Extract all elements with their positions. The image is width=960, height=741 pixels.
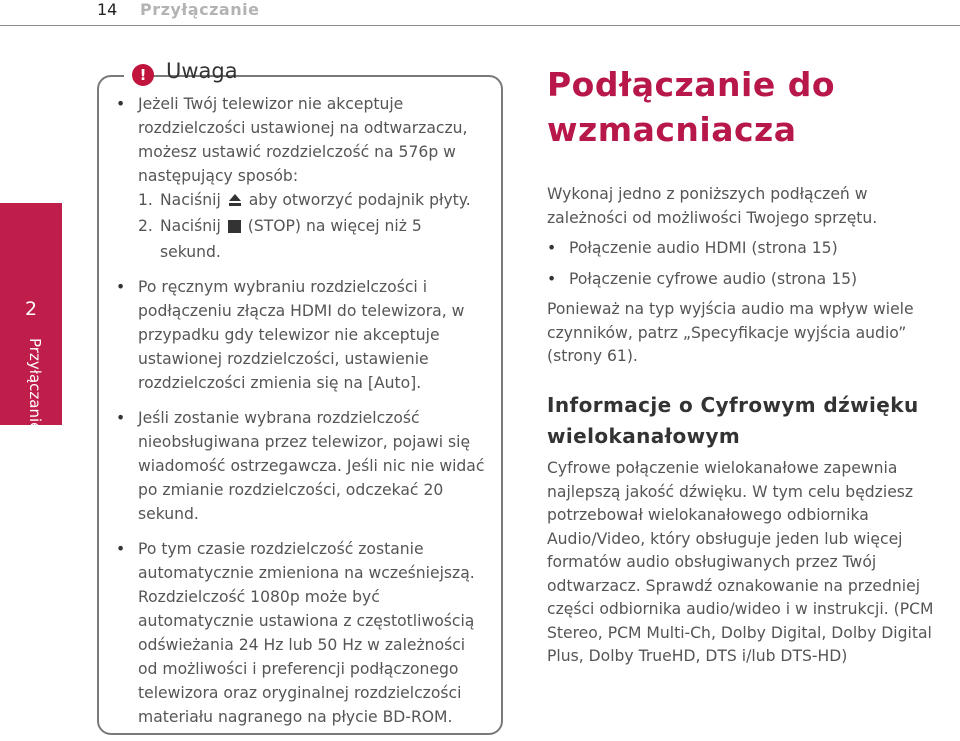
note-bullet-2: • Po ręcznym wybraniu rozdzielczości i podłączeniu złącza HDMI do telewizora, w przypadku gdy telewizor nie akceptuje ustawionej rozdzielczości, ustawienie rozdzielczości zmienia się na [Auto]. [116,275,486,395]
page-header [0,0,960,26]
step-text-pre: Naciśnij [160,191,221,209]
amplifier-heading: Podłączanie do wzmacniacza [547,65,835,149]
note-bullet-1: • Jeżeli Twój telewizor nie akceptuje rozdzielczości ustawionej na odtwarzaczu, możesz ustawić rozdzielczość na 576p w następujący sposób: [116,92,486,188]
amplifier-bullet-1: • Połączenie audio HDMI (strona 15) [547,237,952,261]
amplifier-list [547,237,952,291]
amplifier-intro: Wykonaj jedno z poniższych podłączeń w zależności od możliwości Twojego sprzętu. [547,185,878,227]
multichannel-heading: Informacje o Cyfrowym dźwięku wielokanałowym [547,393,919,448]
step-text-post: (STOP) na więcej niż 5 sekund. [160,217,422,261]
note-header [124,59,238,90]
note-step-2 [116,214,486,264]
note-bullet-3: • Jeśli zostanie wybrana rozdzielczość nieobsługiwana przez telewizor, pojawi się wiadomość ostrzegawcza. Jeśli nic nie widać po zmianie rozdzielczości, odczekać 20 sekund. [116,406,486,526]
note-list [116,92,486,729]
page-number: 14 [97,0,118,19]
chapter-number: 2 [24,298,38,320]
note-step-1 [116,188,486,214]
exclamation-icon: ! [132,64,154,86]
chapter-label: Przyłączanie [26,338,44,432]
step-text-post: aby otworzyć podajnik płyty. [248,191,471,209]
eject-icon [228,190,242,214]
stop-icon [228,216,241,240]
note-bullet-4: • Po tym czasie rozdzielczość zostanie automatycznie zmieniona na wcześniejszą. Rozdzielczość 1080p może być automatycznie ustawiona z częstotliwością odświeżania 24 Hz lub 50 Hz w zależności od możliwości i preferencji podłączonego telewizora oraz oryginalnej rozdzielczości materiału nagranego na płycie BD-ROM. [116,537,486,729]
step-text-pre: Naciśnij [160,217,221,235]
step-number: 2. [138,217,153,235]
section-title: Przyłączanie [140,0,260,19]
step-number: 1. [138,191,153,209]
multichannel-body: Cyfrowe połączenie wielokanałowe zapewnia najlepszą jakość dźwięku. W tym celu będziesz potrzebował wielokanałowego odbiornika Audio/Video, który obsługuje jeden lub więcej formatów audio obsługiwanych przez Twój odtwarzacz. Sprawdź oznakowanie na przedniej części odbiornika audio/wideo i w instrukcji. (PCM Stereo, PCM Multi-Ch, Dolby Digital, Dolby Digital Plus, Dolby TrueHD, DTS i/lub DTS-HD) [547,459,934,665]
note-title: Uwaga [166,59,238,83]
amplifier-bullet-2: • Połączenie cyfrowe audio (strona 15) [547,268,952,292]
amplifier-outro: Ponieważ na typ wyjścia audio ma wpływ wiele czynników, patrz „Specyfikacje wyjścia audio” (strony 61). [547,300,914,365]
header-divider [0,25,960,26]
